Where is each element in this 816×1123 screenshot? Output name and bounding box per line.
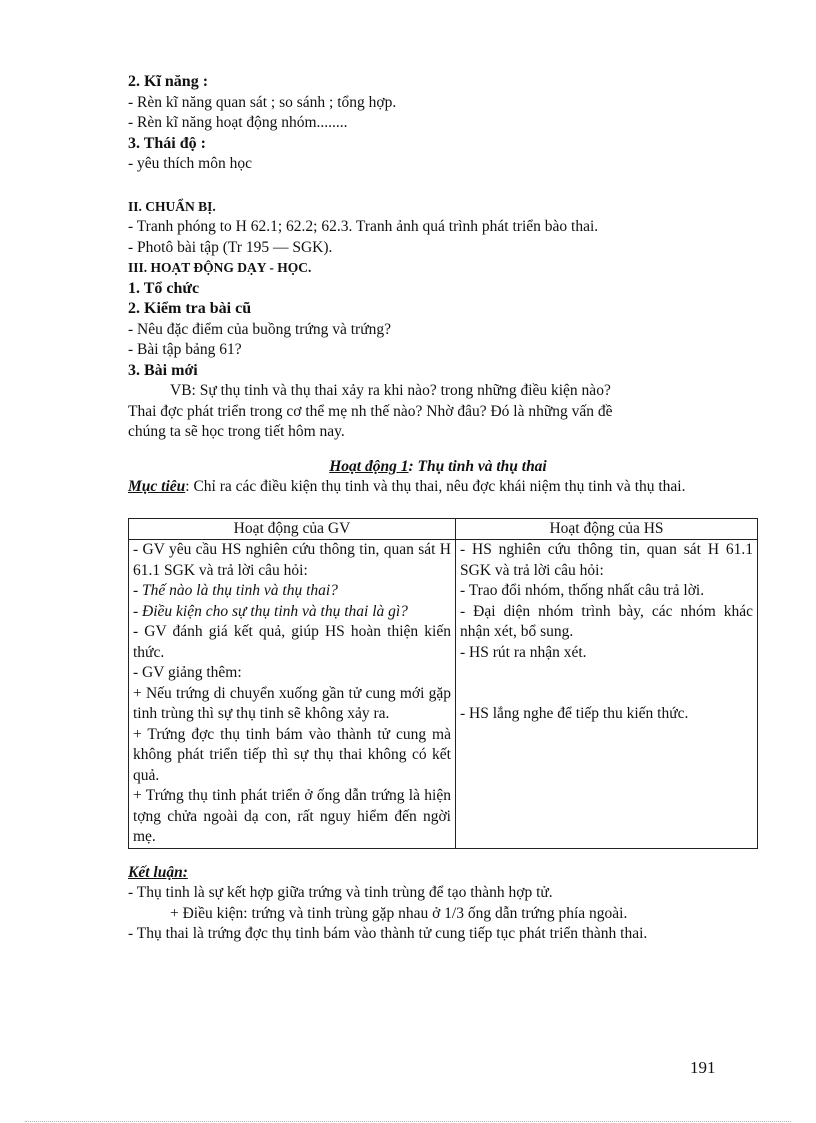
review-heading: 2. Kiểm tra bài cũ — [128, 300, 252, 317]
activity1-goal-text: : Chỉ ra các điều kiện thụ tinh và thụ thai, nêu đợc khái niệm thụ tinh và thụ thai. — [185, 478, 686, 495]
hs-item-3: - Đại diện nhóm trình bày, các nhóm khác nhận xét, bổ sung. — [460, 602, 753, 640]
gv-item-7: + Trứng đợc thụ tinh bám vào thành tử cung mà không phát triển tiếp thì sự thụ thai không có kết quả. — [133, 725, 451, 784]
gv-item-2: - Thế nào là thụ tinh và thụ thai? — [133, 582, 338, 599]
attitude-item-1: - yêu thích môn học — [128, 155, 252, 172]
gv-item-5: - GV giảng thêm: — [133, 664, 242, 681]
gv-item-4: - GV đánh giá kết quả, giúp HS hoàn thiện kiến thức. — [133, 623, 451, 661]
skills-heading: 2. Kĩ năng : — [128, 73, 209, 90]
conclusion-line-2: + Điều kiện: trứng và tinh trùng gặp nhau ở 1/3 ống dẫn trứng phía ngoài. — [170, 904, 628, 922]
hs-item-2: - Trao đổi nhóm, thống nhất câu trả lời. — [460, 582, 705, 599]
review-item-1: - Nêu đặc điểm của buồng trứng và trứng? — [128, 320, 391, 338]
table-header-gv: Hoạt động của GV — [129, 518, 456, 540]
activities-heading: III. HOẠT ĐỘNG DẠY - HỌC. — [128, 260, 312, 275]
conclusion-line-1: - Thụ tinh là sự kết hợp giữa trứng và tinh trùng để tạo thành hợp tử. — [128, 884, 553, 901]
footer-divider — [25, 1121, 791, 1122]
review-item-2: - Bài tập bảng 61? — [128, 341, 242, 358]
intro-line-3: chúng ta sẽ học trong tiết hôm nay. — [128, 423, 345, 440]
activity1-goal — [128, 477, 748, 498]
organize-heading: 1. Tổ chức — [128, 279, 200, 297]
skills-item-1: - Rèn kĩ năng quan sát ; so sánh ; tổng hợp. — [128, 93, 397, 111]
intro-line-1: VB: Sự thụ tinh và thụ thai xảy ra khi nào? trong những điều kiện nào? — [170, 382, 611, 399]
conclusion-label: Kết luận: — [128, 863, 188, 881]
table-row — [129, 540, 758, 849]
preparation-heading: II. CHUẨN BỊ. — [128, 198, 216, 214]
attitude-heading: 3. Thái độ : — [128, 134, 206, 152]
conclusion-line-3: - Thụ thai là trứng đợc thụ tinh bám vào thành tử cung tiếp tục phát triển thành thai. — [128, 925, 648, 942]
activity1-goal-label: Mục tiêu — [128, 478, 186, 495]
skills-item-2: - Rèn kĩ năng hoạt động nhóm........ — [128, 114, 348, 131]
hs-column — [456, 540, 758, 849]
new-lesson-heading: 3. Bài mới — [128, 361, 198, 379]
gv-item-8: + Trứng thụ tinh phát triển ở ống dẫn trứng là hiện tợng chửa ngoài dạ con, rất nguy hiểm đến ngời mẹ. — [133, 787, 451, 845]
activity1-title-label: Hoạt động 1 — [329, 457, 409, 475]
intro-line-2: Thai đợc phát triển trong cơ thể mẹ nh thế nào? Nhờ đâu? Đó là những vấn đề — [128, 402, 613, 420]
activity-table — [128, 518, 758, 849]
hs-item-4: - HS rút ra nhận xét. — [460, 643, 587, 661]
preparation-item-2: - Photô bài tập (Tr 195 — SGK). — [128, 238, 333, 256]
document-page — [128, 72, 753, 945]
gv-item-3: - Điều kiện cho sự thụ tinh và thụ thai là gì? — [133, 602, 408, 620]
table-header-hs: Hoạt động của HS — [456, 518, 758, 540]
page-number: 191 — [690, 1058, 716, 1077]
preparation-item-1: - Tranh phóng to H 62.1; 62.2; 62.3. Tranh ảnh quá trình phát triển bào thai. — [128, 218, 599, 235]
activity1-title-text: : Thụ tinh và thụ thai — [408, 457, 547, 475]
gv-item-1: - GV yêu cầu HS nghiên cứu thông tin, quan sát H 61.1 SGK và trả lời câu hỏi: — [133, 541, 451, 579]
hs-item-5: - HS lắng nghe để tiếp thu kiến thức. — [460, 705, 689, 722]
gv-column — [129, 540, 456, 849]
gv-item-6: + Nếu trứng di chuyển xuống gần tử cung mới gặp tinh trùng thì sự thụ tinh sẽ không xảy ra. — [133, 684, 451, 722]
hs-item-1: - HS nghiên cứu thông tin, quan sát H 61.1 SGK và trả lời câu hỏi: — [460, 541, 753, 579]
activity1-title — [128, 457, 748, 478]
table-header-row — [129, 518, 758, 540]
